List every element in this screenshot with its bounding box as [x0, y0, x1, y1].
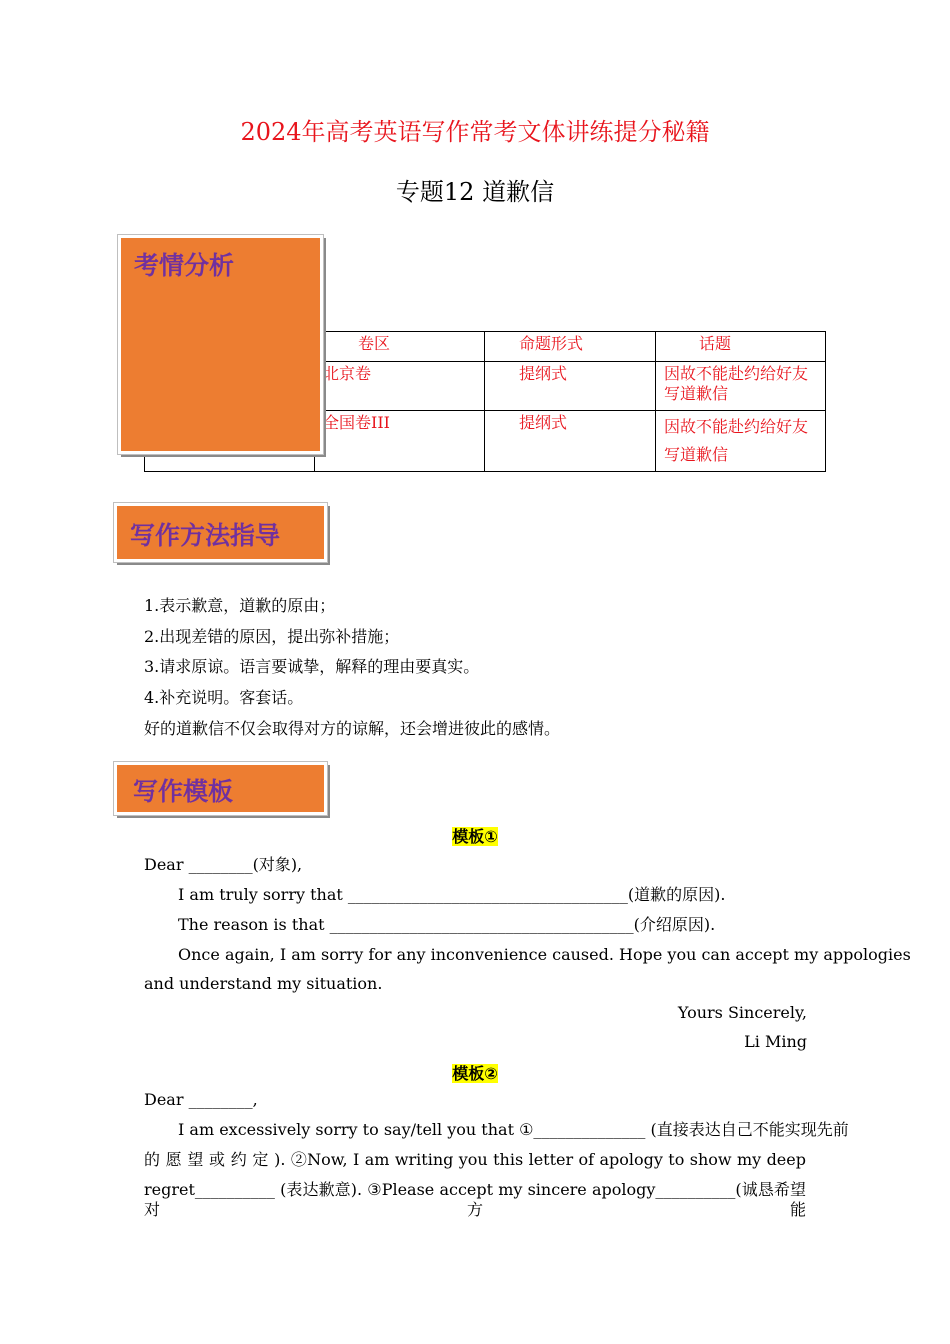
template-2-salutation: Dear ________, — [144, 1090, 258, 1109]
template-1-label: 模板① — [452, 827, 498, 846]
template-2-label-wrap — [0, 1061, 950, 1084]
header-topic: 话题 — [656, 332, 826, 362]
template-1-closing: Yours Sincerely, — [677, 1003, 807, 1022]
template-1-line: Once again, I am sorry for any inconvenience caused. Hope you can accept my appologies — [178, 945, 911, 964]
method-item: 2.出现差错的原因，提出弥补措施； — [144, 627, 400, 646]
template-2-line: I am excessively sorry to say/tell you that ①______________ (直接表达自己不能实现先前 — [178, 1120, 849, 1139]
header-region: 卷区 — [315, 332, 485, 362]
table-cell: 全国卷III — [315, 411, 485, 472]
table-cell: 因故不能赴约给好友写道歉信 — [656, 411, 826, 472]
template-2-line: regret__________ (表达歉意). ③Please accept my sincere apology__________(诚恳希望对方能 — [144, 1180, 806, 1219]
template-1-signature: Li Ming — [744, 1032, 807, 1051]
template-1-line: The reason is that ______________________________________(介绍原因). — [178, 915, 716, 934]
method-item: 4.补充说明。客套话。 — [144, 688, 304, 707]
section-heading-exam-analysis: 考情分析 — [134, 251, 235, 280]
section-box-exam-analysis — [118, 235, 323, 454]
method-item: 3.请求原谅。语言要诚挚，解释的理由要真实。 — [144, 657, 480, 676]
template-1-line: I am truly sorry that ___________________________________(道歉的原因). — [178, 885, 726, 904]
method-item: 1.表示歉意，道歉的原由； — [144, 596, 336, 615]
template-2-label: 模板② — [452, 1064, 498, 1083]
header-format: 命题形式 — [485, 332, 656, 362]
table-cell: 北京卷 — [315, 362, 485, 411]
table-cell: 提纲式 — [485, 362, 656, 411]
template-1-line: and understand my situation. — [144, 974, 383, 993]
table-cell: 因故不能赴约给好友写道歉信 — [656, 362, 826, 411]
method-summary: 好的道歉信不仅会取得对方的谅解，还会增进彼此的感情。 — [144, 719, 561, 738]
template-1-label-wrap — [0, 824, 950, 847]
document-title: 2024年高考英语写作常考文体讲练提分秘籍 — [240, 118, 710, 146]
section-heading-writing-method: 写作方法指导 — [130, 521, 281, 550]
section-box-templates — [114, 762, 327, 815]
section-heading-templates: 写作模板 — [133, 777, 234, 806]
section-box-writing-method — [114, 503, 327, 562]
table-cell: 提纲式 — [485, 411, 656, 472]
template-2-line: 的 愿 望 或 约 定 ). ②Now, I am writing you this letter of apology to show my deep — [144, 1150, 806, 1169]
template-1-salutation: Dear ________(对象), — [144, 855, 303, 874]
topic-subtitle: 专题12 道歉信 — [395, 178, 555, 206]
